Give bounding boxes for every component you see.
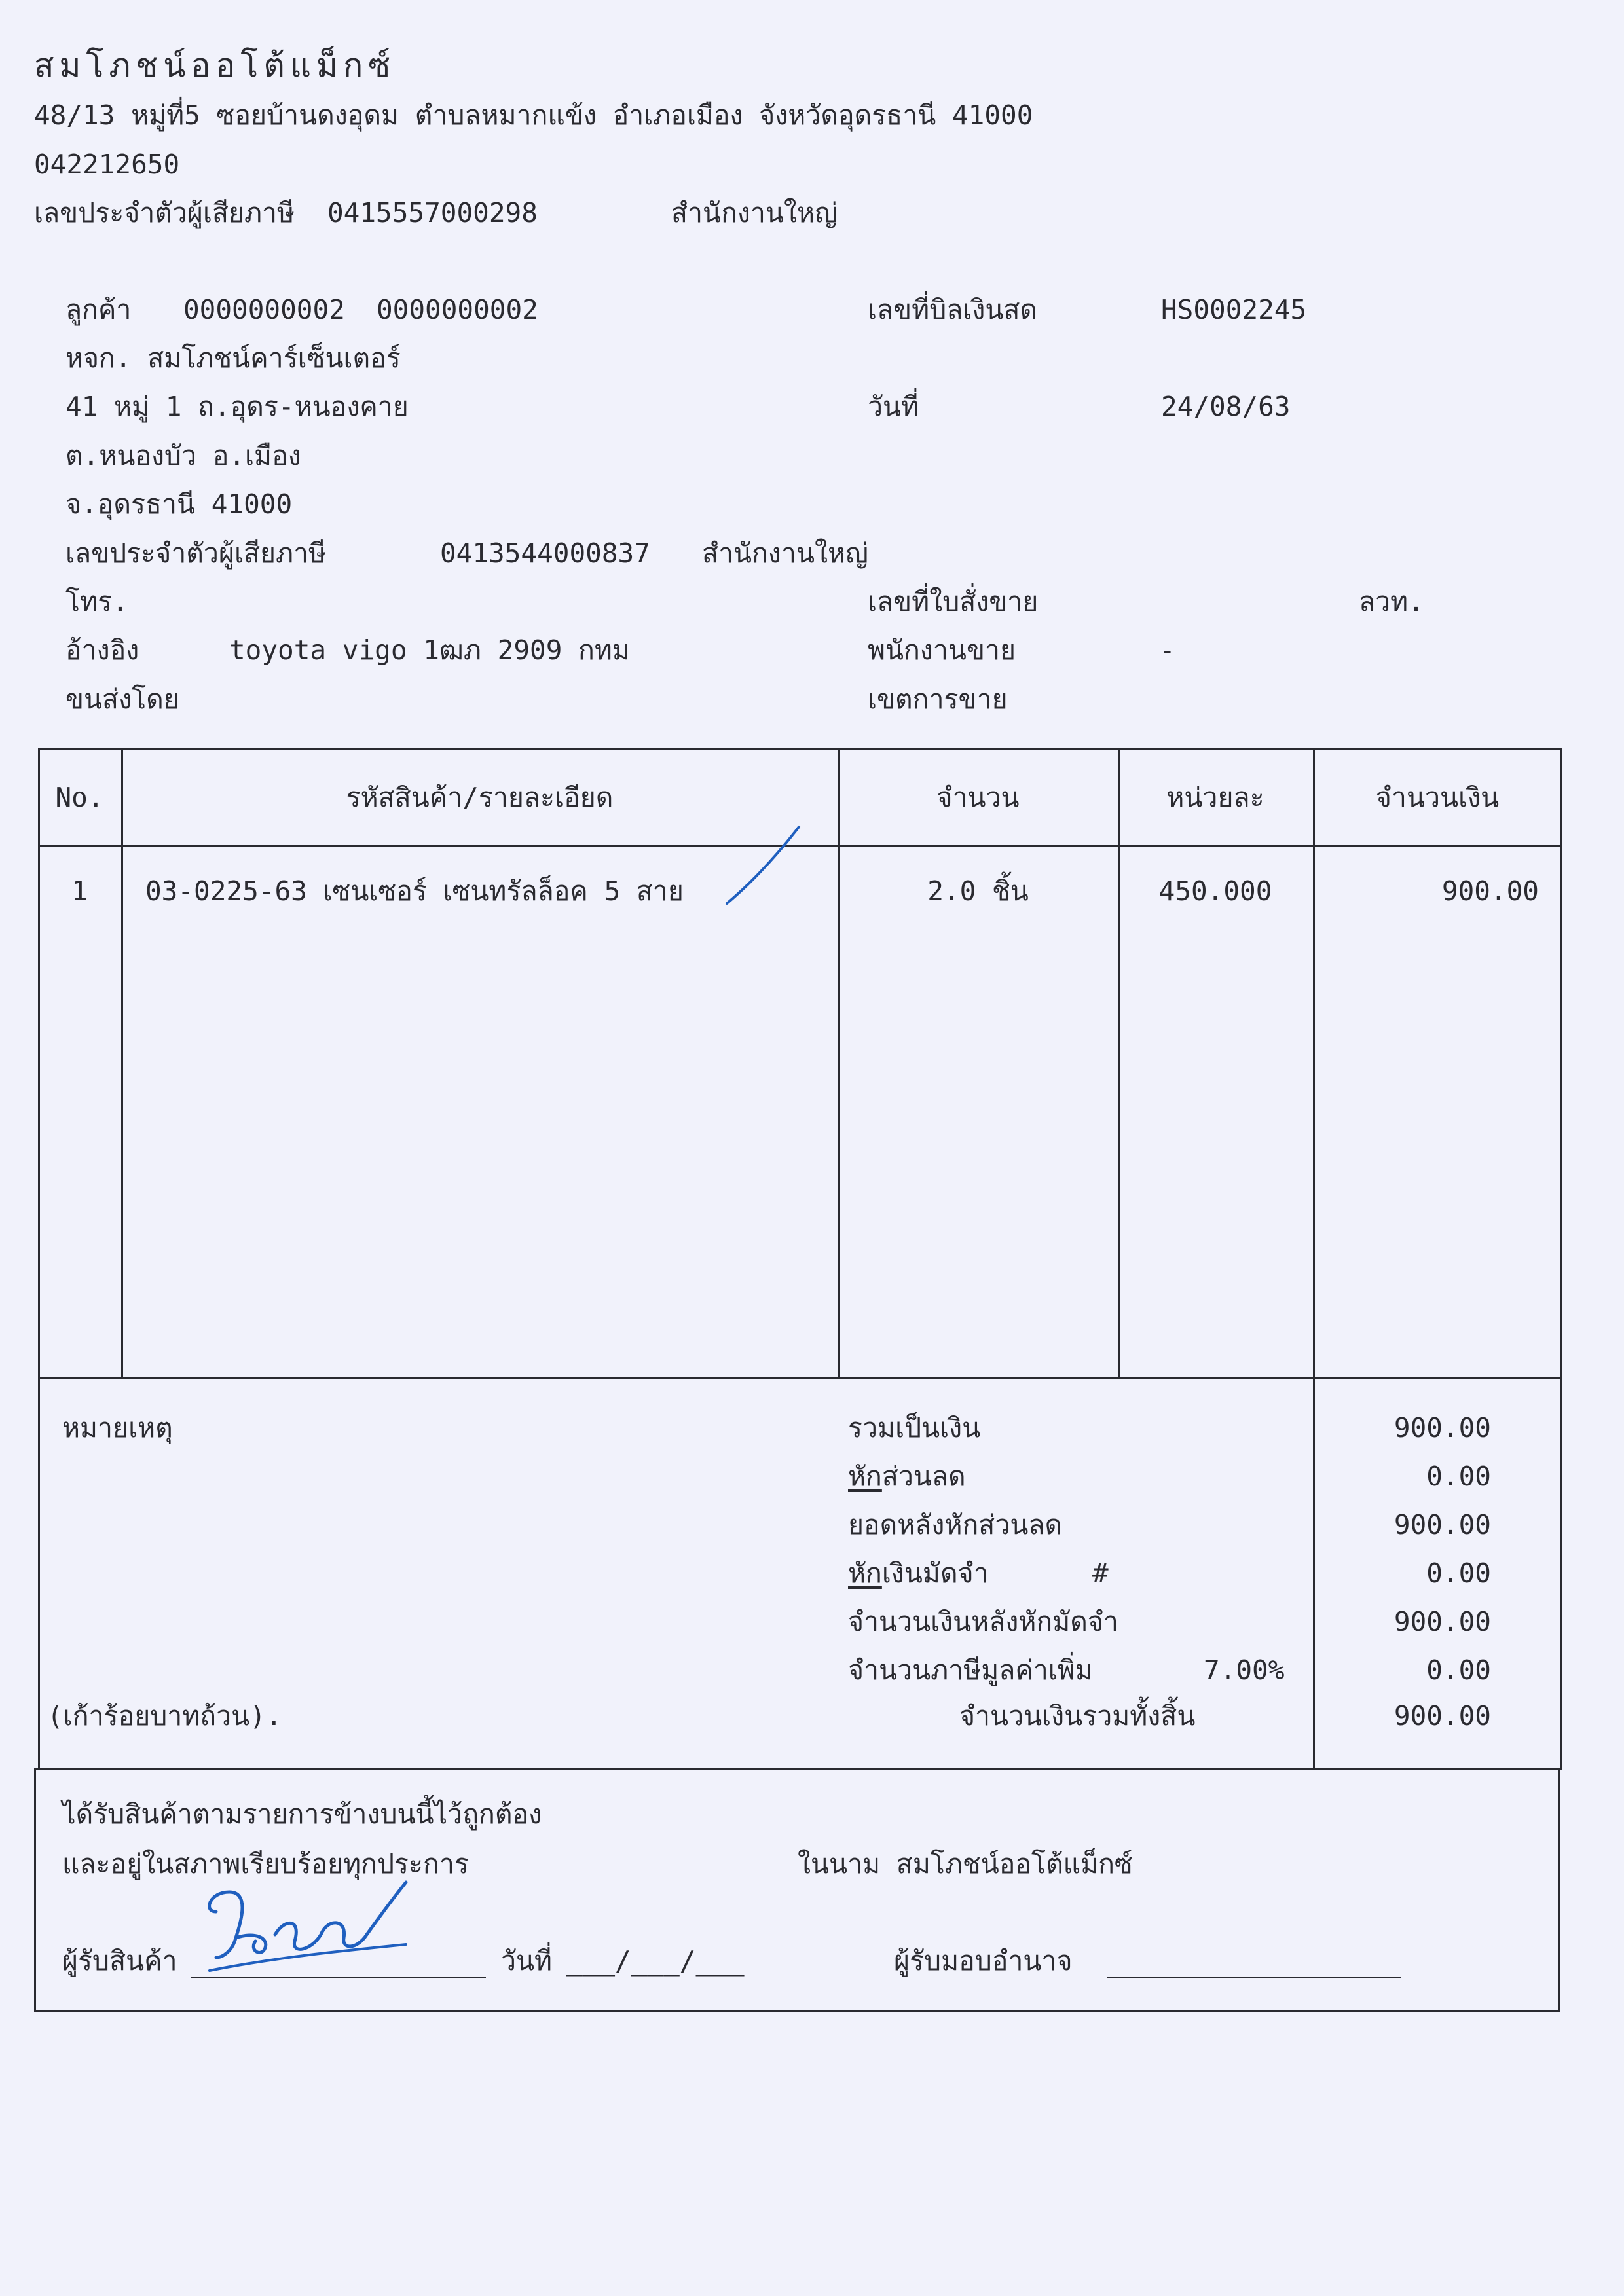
customer-ref-value: toyota vigo 1ฒภ 2909 กทม (229, 634, 630, 666)
after-deposit-label: จำนวนเงินหลังหักมัดจำ (848, 1606, 1118, 1637)
authorized-label: ผู้รับมอบอำนาจ (894, 1945, 1073, 1977)
invoice-no: HS0002245 (1161, 294, 1307, 325)
sales-zone-label: เขตการขาย (868, 683, 1008, 715)
discount-label: หักส่วนลด (848, 1461, 966, 1492)
row-no: 1 (71, 875, 88, 907)
company-address: 48/13 หมู่ที่5 ซอยบ้านดงอุดม ตำบลหมากแข้ง อำเภอเมือง จังหวัดอุดรธานี 41000 (34, 100, 1033, 131)
table-body-divider (38, 1377, 1562, 1379)
received-line-2: และอยู่ในสภาพเรียบร้อยทุกประการ (62, 1848, 469, 1880)
row-unit-price: 450.000 (1158, 875, 1272, 907)
order-no-label: เลขที่ใบสั่งขาย (868, 586, 1039, 617)
deposit-label: หักเงินมัดจำ (848, 1558, 989, 1589)
customer-code-1: 0000000002 (183, 294, 345, 325)
row-quantity: 2.0 ชิ้น (927, 875, 1029, 907)
deposit-value: 0.00 (1426, 1558, 1491, 1589)
company-phone: 042212650 (34, 149, 180, 180)
discount-value: 0.00 (1426, 1461, 1491, 1492)
company-branch: สำนักงานใหญ่ (671, 197, 838, 228)
customer-address-2: ต.หนองบัว อ.เมือง (65, 440, 301, 471)
deposit-hash: # (1092, 1558, 1109, 1589)
grand-total-label: จำนวนเงินรวมทั้งสิ้น (959, 1700, 1196, 1732)
after-deposit-value: 900.00 (1393, 1606, 1491, 1637)
invoice-date: 24/08/63 (1161, 391, 1291, 422)
customer-code-2: 0000000002 (377, 294, 538, 325)
receive-date-label: วันที่ (501, 1945, 553, 1977)
customer-address-3: จ.อุดรธานี 41000 (65, 488, 293, 520)
vat-value: 0.00 (1426, 1654, 1491, 1686)
customer-tax-label: เลขประจำตัวผู้เสียภาษี (65, 538, 327, 569)
checkmark-icon (720, 822, 812, 910)
after-discount-value: 900.00 (1393, 1509, 1491, 1540)
after-discount-label: ยอดหลังหักส่วนลด (848, 1509, 1063, 1540)
grand-total-value: 900.00 (1393, 1700, 1491, 1732)
vat-label: จำนวนภาษีมูลค่าเพิ่ม (848, 1654, 1093, 1686)
order-suffix: ลวท. (1359, 586, 1424, 617)
amount-in-words: (เก้าร้อยบาทถ้วน). (47, 1700, 282, 1732)
invoice-date-label: วันที่ (868, 391, 919, 422)
company-tax-label: เลขประจำตัวผู้เสียภาษี (34, 197, 295, 228)
row-amount: 900.00 (1441, 875, 1539, 907)
company-tax-id: 0415557000298 (327, 197, 538, 228)
col-divider-1 (121, 748, 123, 1377)
customer-ship-label: ขนส่งโดย (65, 683, 179, 715)
col-divider-2 (838, 748, 840, 1377)
receive-date-blank: ___/___/___ (566, 1945, 745, 1977)
subtotal-label: รวมเป็นเงิน (848, 1412, 981, 1444)
subtotal-value: 900.00 (1393, 1412, 1491, 1444)
receiver-label: ผู้รับสินค้า (62, 1945, 177, 1977)
company-name: สมโภชน์ออโต้แม็กซ์ (34, 46, 396, 84)
customer-branch: สำนักงานใหญ่ (702, 538, 868, 569)
vat-rate: 7.00% (1204, 1654, 1285, 1686)
customer-ref-label: อ้างอิง (65, 634, 139, 666)
remark-label: หมายเหตุ (62, 1412, 173, 1444)
salesperson-label: พนักงานขาย (868, 634, 1016, 666)
header-unit-price: หน่วยละ (1166, 782, 1264, 813)
row-description: 03-0225-63 เซนเซอร์ เซนทรัลล็อค 5 สาย (145, 875, 684, 907)
receiver-signature (196, 1872, 419, 1984)
on-behalf-label: ในนาม สมโภชน์ออโต้แม็กซ์ (798, 1848, 1133, 1880)
customer-address-1: 41 หมู่ 1 ถ.อุดร-หนองคาย (65, 391, 409, 422)
customer-phone-label: โทร. (65, 586, 128, 617)
invoice-no-label: เลขที่บิลเงินสด (868, 294, 1038, 325)
header-quantity: จำนวน (936, 782, 1020, 813)
header-description: รหัสสินค้า/รายละเอียด (346, 782, 614, 813)
header-amount: จำนวนเงิน (1375, 782, 1500, 813)
authorized-signature-line (1107, 1977, 1401, 1978)
customer-label: ลูกค้า (65, 294, 132, 325)
header-no: No. (55, 782, 104, 813)
customer-name: หจก. สมโภชน์คาร์เซ็นเตอร์ (65, 342, 401, 374)
customer-tax-id: 0413544000837 (440, 538, 650, 569)
salesperson-value: - (1159, 634, 1175, 666)
received-line-1: ได้รับสินค้าตามรายการข้างบนนี้ไว้ถูกต้อง (62, 1798, 542, 1830)
col-divider-3 (1118, 748, 1120, 1377)
